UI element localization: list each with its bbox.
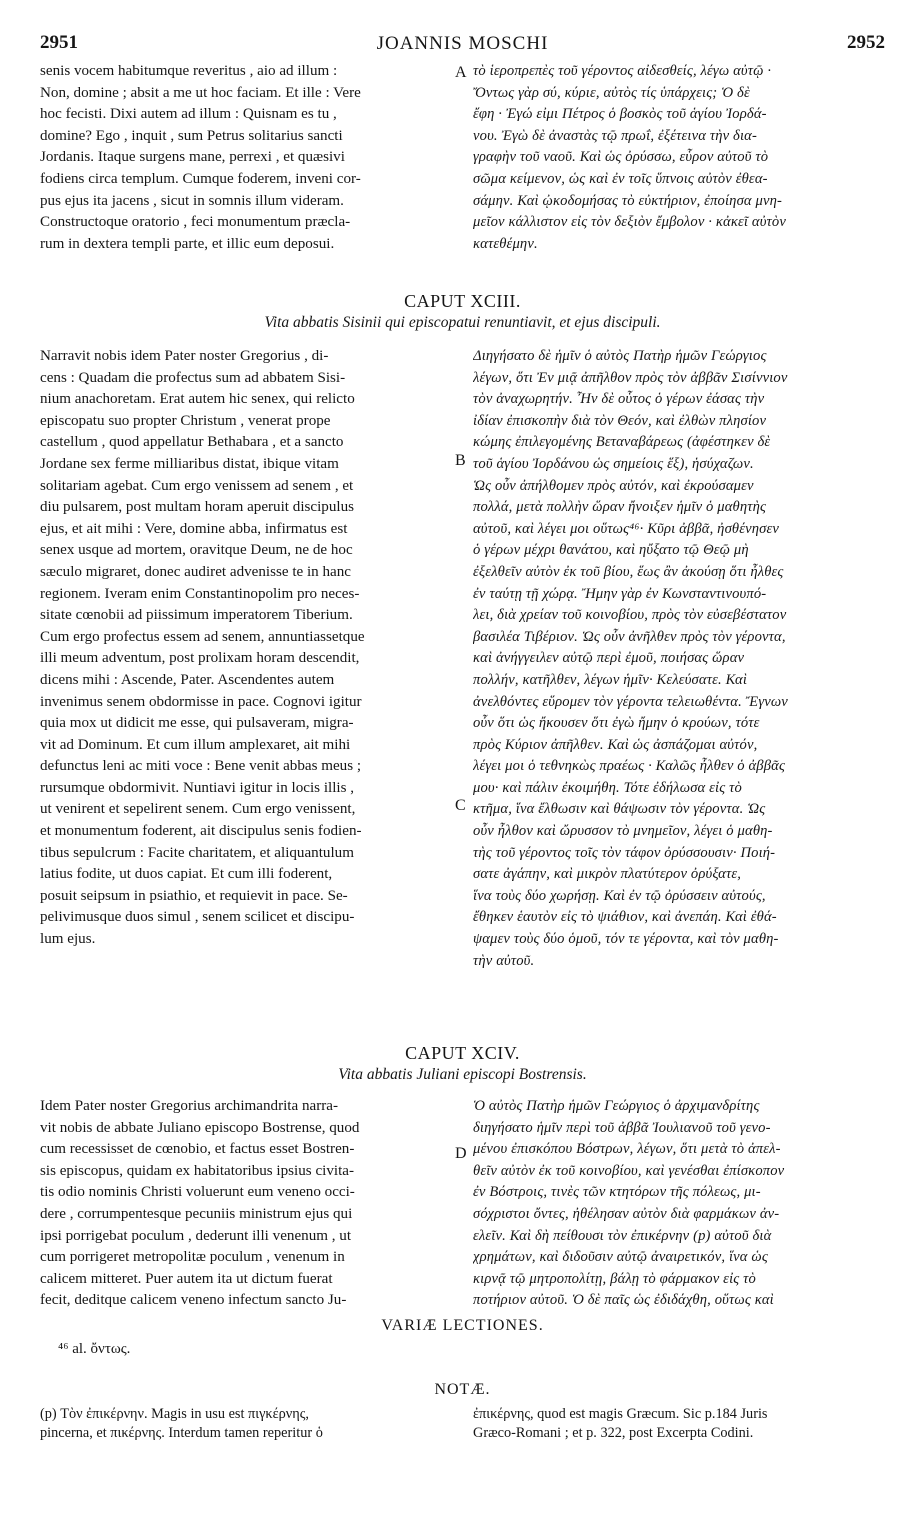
- latin-text-line: ut venirent et sepelirent senem. Cum ergo venissent,: [40, 801, 356, 818]
- note-text-line: pincerna, et πικέρνης. Interdum tamen reperitur ὁ: [40, 1425, 323, 1441]
- latin-text-line: pelivimusque duos simul , senem scilicet et discipu-: [40, 909, 355, 926]
- latin-text-line: dicens mihi : Ascende, Pater. Ascendentes autem: [40, 671, 335, 688]
- greek-text-line: λει, διὰ χρείαν τοῦ κοινοβίου, πρὸς τὸν εὐσεβέστατον: [473, 607, 787, 624]
- greek-text-line: διηγήσατο ἡμῖν περὶ τοῦ ἀββᾶ Ἰουλιανοῦ τοῦ γενο-: [473, 1119, 771, 1136]
- greek-text-line: μένου ἐπισκόπου Βόστρων, λέγων, ὅτι μετὰ τὸ ἀπελ-: [473, 1141, 781, 1158]
- latin-text-line: dere , corrumpentesque pecuniis ministrum ejus qui: [40, 1205, 353, 1222]
- chapter-93-subtitle: Vita abbatis Sisinii qui episcopatui renuntiavit, et ejus discipuli.: [264, 314, 661, 331]
- latin-text-line: ejus, et ait mihi : Vere, domine abba, infirmatus est: [40, 520, 348, 537]
- variae-heading: VARIÆ LECTIONES.: [381, 1317, 544, 1334]
- greek-text-line: πολλήν, κατῆλθεν, λέγων ἡμῖν· Κελεύσατε. Καὶ: [473, 671, 748, 688]
- greek-text-line: σῶμα κείμενον, ὡς καὶ ἐν τοῖς ὕπνοις αὐτὸν ἐθεα-: [473, 170, 768, 187]
- latin-text-line: rum in dextera templi parte, et illic eum deposui.: [40, 235, 335, 252]
- latin-text-line: et monumentum foderent, ait discipulus senis fodien-: [40, 823, 362, 840]
- latin-column-chapter93: [40, 346, 452, 951]
- latin-text-line: Narravit nobis idem Pater noster Gregorius , di-: [40, 348, 329, 364]
- greek-text-line: χρημάτων, καὶ διδοῦσιν αὐτῷ ἀναιρετικόν, ἵνα ὡς: [473, 1249, 768, 1266]
- greek-text-line: ἀνελθόντες εὕρομεν τὸν γέροντα τελειωθέντα. Ἔγνων: [473, 693, 788, 710]
- margin-letter-d: D: [455, 1145, 467, 1162]
- latin-text-line: Cum ergo profectus essem ad senem, annuntiassetque: [40, 628, 365, 645]
- latin-text-line: Jordanis. Itaque surgens mane, perrexi , et quæsivi: [40, 149, 345, 166]
- latin-text-line: illi meum adventum, post prolixam horam descendit,: [40, 650, 360, 667]
- latin-text-line: lum ejus.: [40, 931, 96, 948]
- greek-text-line: ἐν Βόστροις, τινὲς τῶν κτητόρων τῆς πόλεως, μι-: [473, 1184, 761, 1201]
- greek-text-line: ελεῖν. Καὶ δὴ πείθουσι τὸν ἐπικέρνην (p) αὐτοῦ διὰ: [473, 1227, 772, 1244]
- greek-text-line: σατε ἀγάπην, καὶ μικρὸν πλατύτερον ὀρύξατε,: [473, 866, 742, 883]
- greek-text-line: ἐξελθεῖν αὐτὸν ἐκ τοῦ βίου, ἕως ἂν ἀκούσῃ ὅτι ἦλθες: [473, 563, 784, 580]
- page-number-right: 2952: [847, 32, 885, 53]
- greek-text-line: κώμης ἐπιλεγομένης Βεταναβάρεως (ἀφέστηκεν δὲ: [473, 434, 771, 451]
- latin-text-line: Jordane sex ferme milliaribus distat, ibique vitam: [40, 455, 339, 472]
- greek-text-line: λέγει μοι ὁ τεθνηκὼς πραέως · Καλῶς ἦλθεν ὁ ἀββᾶς: [473, 758, 786, 775]
- greek-text-line: βασιλέα Τιβέριον. Ὡς οὖν ἀνῆλθεν πρὸς τὸν γέροντα,: [473, 628, 786, 645]
- greek-text-line: οὖν ἦλθον καὶ ὤρυσσον τὸ μνημεῖον, λέγει ὁ μαθη-: [473, 823, 773, 840]
- notae-heading: NOTÆ.: [434, 1381, 491, 1398]
- greek-text-line: Ὁ αὐτὸς Πατὴρ ἡμῶν Γεώργιος ὁ ἀρχιμανδρίτης: [473, 1098, 760, 1114]
- latin-text-line: fodiens circa templum. Cumque foderem, inveni cor-: [40, 170, 361, 187]
- greek-text-line: ἔφη · Ἐγώ εἰμι Πέτρος ὁ βοσκὸς τοῦ ἁγίου Ἰορδά-: [473, 106, 767, 123]
- greek-text-line: σόχριστοι ὄντες, ἠθέλησαν αὐτὸν διὰ φαρμάκων ἀν-: [473, 1205, 780, 1222]
- chapter-94-heading: [40, 1043, 885, 1084]
- latin-text-line: pus ejus ita jacens , sicut in somnis illum videram.: [40, 192, 344, 209]
- margin-letter-c: C: [455, 797, 466, 814]
- greek-text-line: οὖν ὅτι ὡς ἤκουσεν ὅτι ἐγὼ ἤμην ὁ κρούων, τότε: [473, 715, 760, 732]
- latin-text-line: solitariam agebat. Cum ergo venissem ad senem , et: [40, 477, 354, 494]
- latin-text-line: tis odio nominis Christi voluerunt eum veneno occi-: [40, 1184, 355, 1201]
- greek-text-line: ἐν ταύτῃ τῇ χώρᾳ. Ἤμην γὰρ ἐν Κωνσταντινουπό-: [473, 585, 767, 602]
- greek-text-line: τὸ ἱεροπρεπὲς τοῦ γέροντος αἰδεσθείς, λέγω αὐτῷ ·: [473, 63, 772, 79]
- greek-text-line: λέγων, ὅτι Ἐν μιᾷ ἀπῆλθον πρὸς τὸν ἀββᾶν Σισίννιον: [473, 369, 788, 386]
- page-number-left: 2951: [40, 32, 78, 53]
- latin-text-line: Non, domine ; absit a me ut hoc faciam. Et ille : Vere: [40, 84, 361, 101]
- running-header: [40, 32, 885, 56]
- latin-text-line: calicem mitteret. Puer autem ita ut dictum fuerat: [40, 1270, 333, 1287]
- latin-column-chapter94: [40, 1096, 452, 1312]
- greek-text-line: ποτήριον αὐτοῦ. Ὁ δὲ παῖς ὡς ἐδιδάχθη, οὕτως καὶ: [473, 1292, 774, 1309]
- running-title: JOANNIS MOSCHI: [376, 33, 549, 54]
- greek-text-line: ἵνα τοὺς δύο χωρήσῃ. Καὶ ἐν τῷ ὀρύσσειν αὐτούς,: [473, 887, 766, 904]
- greek-column-section1: [473, 61, 885, 255]
- latin-text-line: Idem Pater noster Gregorius archimandrita narra-: [40, 1098, 338, 1114]
- latin-text-line: latius fodite, ut duos capiat. Et cum illi foderent,: [40, 866, 333, 883]
- latin-text-line: vit ad Dominum. Et cum illum amplexaret, ait mihi: [40, 736, 351, 753]
- latin-text-line: sitate cœnobii ad piissimum imperatorem Tiberium.: [40, 607, 353, 624]
- note-text-line: ἐπικέρνης, quod est magis Græcum. Sic p.184 Juris: [473, 1406, 768, 1422]
- latin-text-line: cens : Quadam die profectus sum ad abbatem Sisi-: [40, 369, 346, 386]
- greek-text-line: τὴς τοῦ γέροντος τοῖς τὸν τάφον ὀρύσσουσιν· Ποιή-: [473, 844, 776, 861]
- variae-lectiones: [40, 1317, 885, 1358]
- latin-text-line: Constructoque oratorio , feci monumentum præcla-: [40, 214, 351, 231]
- latin-text-line: fecit, deditque calicem veneno infectum sancto Ju-: [40, 1292, 347, 1309]
- latin-text-line: domine? Ego , inquit , sum Petrus solitarius sancti: [40, 127, 343, 144]
- latin-text-line: sis episcopus, quidam ex habitatoribus ipsius civita-: [40, 1162, 354, 1179]
- latin-text-line: quia mox ut didicit me esse, qui pulsaveram, migra-: [40, 715, 354, 732]
- latin-text-line: castellum , quod appellatur Bethabara , et a sancto: [40, 434, 344, 451]
- latin-text-line: ipsi porrigebat poculum , dederunt illi venenum , ut: [40, 1227, 352, 1244]
- notae-left-column: [40, 1405, 452, 1443]
- greek-text-line: πολλά, μετὰ πολλὴν ὥραν ἤνοιξεν ἡμῖν ὁ μαθητὴς: [473, 499, 767, 516]
- latin-text-line: posuit seipsum in psiathio, et requievit in pace. Se-: [40, 887, 348, 904]
- latin-text-line: cum porrigeret metropolitæ poculum , venenum in: [40, 1249, 345, 1266]
- greek-text-line: σάμην. Καὶ ᾠκοδομήσας τὸ εὐκτήριον, ἐποίησα μνη-: [473, 192, 783, 209]
- greek-text-line: ὁ γέρων μέχρι θανάτου, καὶ ηὔξατο τῷ Θεῷ μὴ: [473, 542, 749, 559]
- greek-column-chapter93: [473, 346, 885, 972]
- greek-text-line: κιρνᾷ τῷ μητροπολίτῃ, βάλῃ τὸ φάρμακον εἰς τὸ: [473, 1270, 756, 1287]
- greek-text-line: μου· καὶ πάλιν ἐκοιμήθη. Τότε ἐδήλωσα εἰς τὸ: [473, 779, 742, 796]
- variae-entry: ⁴⁶ al. ὄντως.: [58, 1341, 131, 1357]
- latin-text-line: invenimus senem obdormisse in pace. Cognovi igitur: [40, 693, 362, 710]
- greek-text-line: ἔθηκεν ἑαυτὸν εἰς τὸ ψιάθιον, καὶ ἀνεπάη. Καὶ ἐθά-: [473, 909, 777, 926]
- latin-text-line: cum recessisset de cœnobio, et factus esset Bostren-: [40, 1141, 355, 1158]
- greek-text-line: μεῖον κάλλιστον εἰς τὸν δεξιὸν ἔμβολον · κἀκεῖ αὐτὸν: [473, 214, 787, 231]
- latin-text-line: nium anachoretam. Erat autem hic senex, qui relicto: [40, 391, 355, 408]
- greek-text-line: γραφὴν τοῦ ναοῦ. Καὶ ὡς ὀρύσσω, εὗρον αὐτοῦ τὸ: [473, 149, 769, 166]
- greek-text-line: τὸν ἀναχωρητήν. Ἦν δὲ οὗτος ὁ γέρων ἐάσας τὴν: [473, 391, 765, 408]
- chapter-93-heading: [40, 291, 885, 332]
- latin-text-line: tibus sepulcrum : Facite charitatem, et aliquantulum: [40, 844, 354, 861]
- greek-text-line: τὴν αὐτοῦ.: [473, 952, 535, 969]
- greek-text-line: θεῖν αὐτὸν ἐκ τοῦ κοινοβίου, καὶ γενέσθαι ἐπίσκοπον: [473, 1162, 785, 1179]
- latin-text-line: regionem. Iveram enim Constantinopolim pro neces-: [40, 585, 360, 602]
- notae-right-column: [473, 1405, 885, 1443]
- greek-text-line: Διηγήσατο δὲ ἡμῖν ὁ αὐτὸς Πατὴρ ἡμῶν Γεώργιος: [473, 348, 767, 364]
- latin-text-line: hoc fecisti. Dixi autem ad illum : Quisnam es tu ,: [40, 106, 337, 123]
- note-text-line: Græco-Romani ; et p. 322, post Excerpta Codini.: [473, 1425, 754, 1441]
- greek-text-line: κατεθέμην.: [473, 235, 538, 252]
- greek-column-chapter94: [473, 1096, 885, 1312]
- greek-text-line: Ὡς οὖν ἀπήλθομεν πρὸς αὐτόν, καὶ ἐκρούσαμεν: [473, 477, 754, 494]
- latin-text-line: episcopatu suo propter Christum , venerat prope: [40, 412, 331, 429]
- chapter-94-title: CAPUT XCIV.: [405, 1043, 520, 1063]
- latin-text-line: diu pulsarem, post multam horam aperuit discipulus: [40, 499, 354, 516]
- latin-column-section1: [40, 61, 452, 255]
- greek-text-line: Ὄντως γὰρ σύ, κύριε, αὐτὸς τίς ὑπάρχεις; Ὁ δὲ: [473, 84, 750, 101]
- greek-text-line: τοῦ ἁγίου Ἰορδάνου ὡς σημείοις ἕξ), ἡσύχαζων.: [473, 455, 754, 472]
- greek-text-line: ψαμεν τοὺς δύο ὁμοῦ, τόν τε γέροντα, καὶ τὸν μαθη-: [473, 931, 779, 948]
- latin-text-line: sæculo migraret, donec audiret advenisse te in hanc: [40, 563, 351, 580]
- margin-letter-b: B: [455, 452, 466, 469]
- greek-text-line: πρὸς Κύριον ἀπῆλθεν. Καὶ ὡς ἀσπάζομαι αὐτόν,: [473, 736, 758, 753]
- greek-text-line: κτῆμα, ἵνα ἔλθωσιν καὶ θάψωσιν τὸν γέροντα. Ὡς: [473, 801, 766, 818]
- greek-text-line: αὐτοῦ, καὶ λέγει μοι οὕτως⁴⁶· Κῦρι ἀββᾶ, ἠσθένησεν: [473, 520, 780, 537]
- latin-text-line: vit nobis de abbate Juliano episcopo Bostrense, quod: [40, 1119, 360, 1136]
- chapter-94-subtitle: Vita abbatis Juliani episcopi Bostrensis.: [338, 1066, 587, 1083]
- greek-text-line: καὶ ἀνήγγειλεν αὐτῷ περὶ ἐμοῦ, ποιήσας ὥραν: [473, 650, 745, 667]
- greek-text-line: νου. Ἐγὼ δὲ ἀναστὰς τῷ πρωΐ, ἐξέτεινα τὴν δια-: [473, 127, 758, 144]
- chapter-93-title: CAPUT XCIII.: [404, 291, 521, 311]
- margin-letter-a: A: [455, 64, 467, 81]
- greek-text-line: ἰδίαν ἐπισκοπὴν διὰ τὸν Θεόν, καὶ ἐλθὼν πλησίον: [473, 412, 767, 429]
- note-text-line: (p) Τὸν ἐπικέρνην. Magis in usu est πιγκέρνης,: [40, 1406, 309, 1422]
- latin-text-line: rursumque obdormivit. Nuntiavi igitur in locis illis ,: [40, 779, 355, 796]
- latin-text-line: defunctus leni ac miti voce : Bene venit abbas meus ;: [40, 758, 362, 775]
- latin-text-line: senis vocem habitumque reveritus , aio ad illum :: [40, 63, 338, 79]
- latin-text-line: senex usque ad mortem, oravitque Deum, ne de hoc: [40, 542, 353, 559]
- notae-section: [40, 1381, 885, 1399]
